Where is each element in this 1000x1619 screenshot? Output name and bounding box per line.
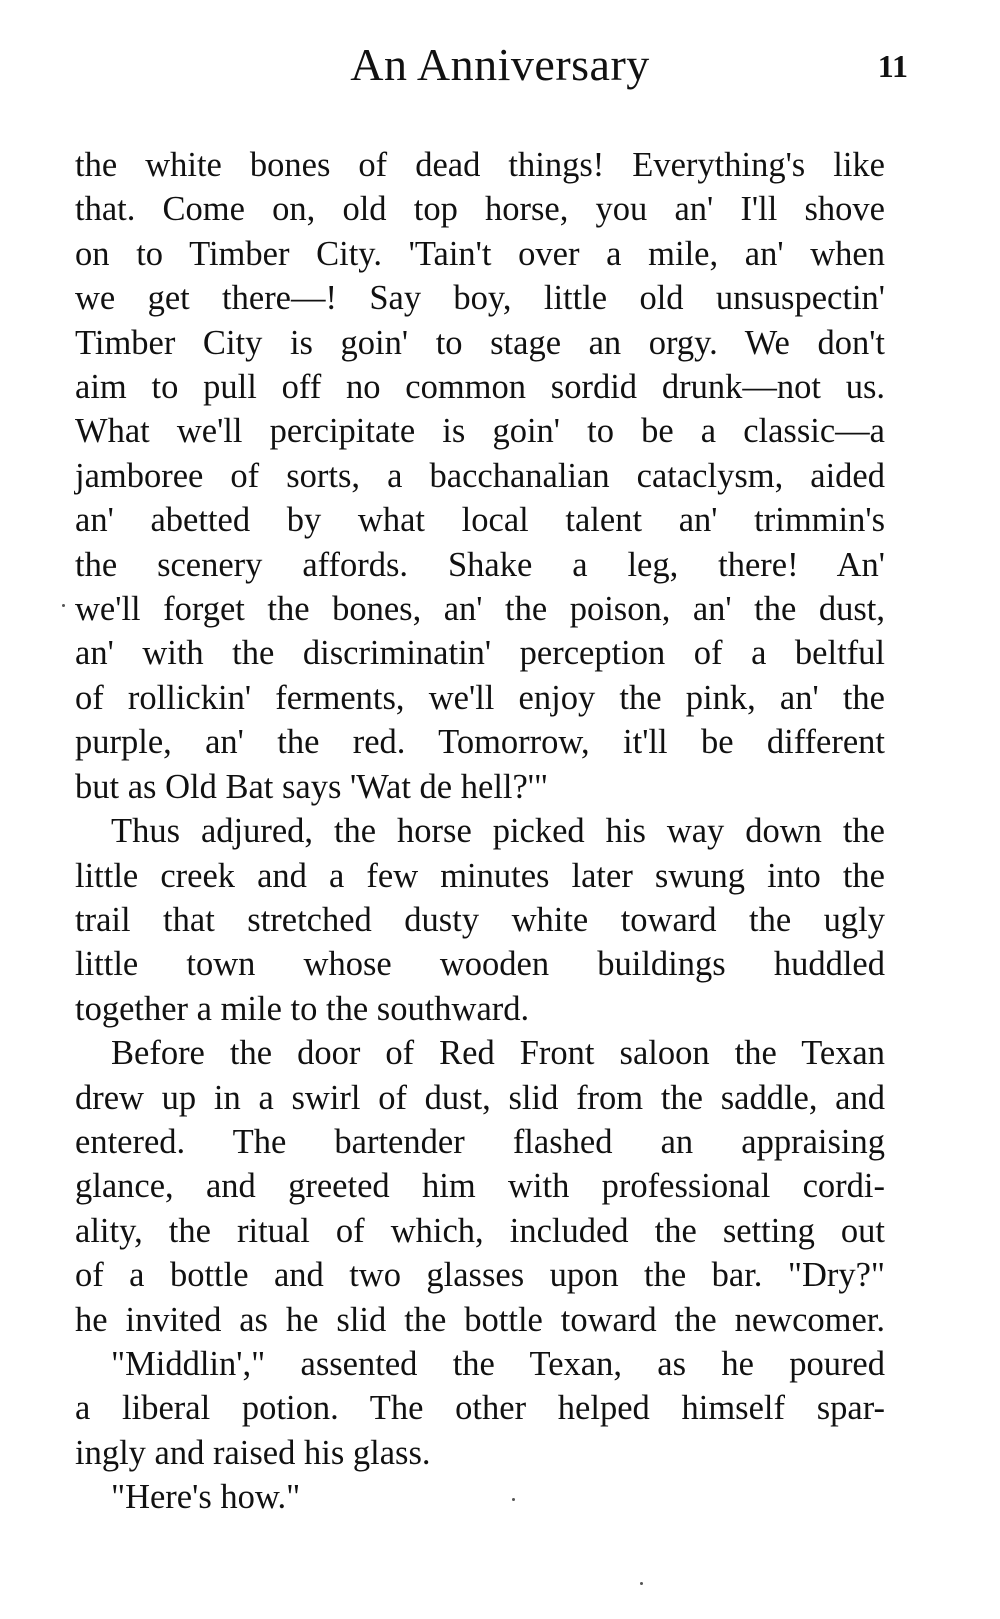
- text-line: "Middlin'," assented the Texan, as he poured: [111, 1344, 885, 1383]
- text-line: the white bones of dead things! Everything's like: [75, 146, 885, 184]
- text-line: an' with the discriminatin' perception of a beltful: [75, 634, 885, 673]
- text-line: glance, and greeted him with professional cordi-: [75, 1167, 885, 1206]
- text-line: purple, an' the red. Tomorrow, it'll be different: [75, 723, 885, 762]
- text-line: Thus adjured, the horse picked his way down the: [111, 812, 885, 851]
- text-line: little town whose wooden buildings huddled: [75, 945, 885, 984]
- text-line: "Here's how.": [111, 1478, 301, 1517]
- text-line: Before the door of Red Front saloon the Texan: [111, 1034, 885, 1073]
- text-line: a liberal potion. The other helped himself spar-: [75, 1389, 885, 1428]
- text-line: jamboree of sorts, a bacchanalian cataclysm, aided: [75, 456, 885, 495]
- text-line: we'll forget the bones, an' the poison, an' the dust,: [75, 590, 885, 629]
- text-line: but as Old Bat says 'Wat de hell?'": [75, 767, 549, 806]
- text-line: on to Timber City. 'Tain't over a mile, an' when: [75, 234, 885, 273]
- print-speck: [62, 604, 65, 607]
- text-line: little creek and a few minutes later swung into the: [75, 856, 885, 895]
- paragraph-3: [75, 1031, 885, 1342]
- text-line: that. Come on, old top horse, you an' I'll shove: [75, 190, 885, 229]
- text-line: we get there—! Say boy, little old unsuspectin': [75, 279, 885, 318]
- text-line: of a bottle and two glasses upon the bar. "Dry?": [75, 1256, 885, 1295]
- text-line: ingly and raised his glass.: [75, 1433, 431, 1472]
- paragraph-4: [75, 1342, 885, 1475]
- paragraph-2: [75, 809, 885, 1031]
- text-line: What we'll percipitate is goin' to be a classic—a: [75, 412, 885, 451]
- print-speck: [512, 1498, 515, 1501]
- text-line: entered. The bartender flashed an appraising: [75, 1122, 885, 1161]
- print-speck: [640, 1582, 643, 1585]
- text-line: trail that stretched dusty white toward the ugly: [75, 900, 885, 939]
- text-line: an' abetted by what local talent an' trimmin's: [75, 501, 885, 540]
- body-text: [75, 143, 885, 1520]
- paragraph-1: [75, 143, 885, 809]
- paragraph-5: [75, 1475, 885, 1519]
- text-line: ality, the ritual of which, included the setting out: [75, 1211, 885, 1250]
- text-line: of rollickin' ferments, we'll enjoy the pink, an' the: [75, 678, 885, 717]
- running-title: An Anniversary: [350, 39, 650, 90]
- text-line: drew up in a swirl of dust, slid from the saddle, and: [75, 1078, 885, 1117]
- text-line: together a mile to the southward.: [75, 989, 530, 1028]
- text-line: Timber City is goin' to stage an orgy. We don't: [75, 323, 885, 362]
- text-line: the scenery affords. Shake a leg, there! An': [75, 545, 885, 584]
- text-line: he invited as he slid the bottle toward the newcomer.: [75, 1300, 885, 1339]
- page-number: 11: [877, 48, 908, 84]
- text-line: aim to pull off no common sordid drunk—not us.: [75, 368, 885, 407]
- running-header: [0, 38, 1000, 98]
